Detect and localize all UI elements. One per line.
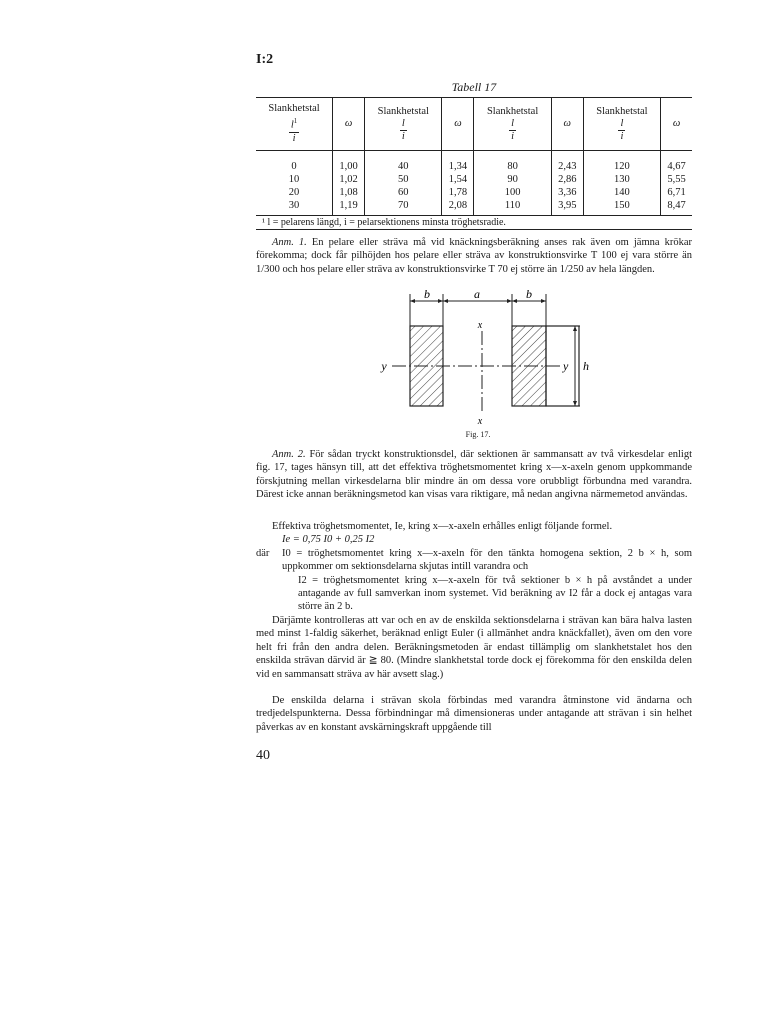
table-cell: 130	[583, 173, 660, 186]
label-y-left: y	[381, 359, 387, 373]
definition-i0	[256, 547, 692, 574]
table-cell: 110	[474, 199, 551, 216]
table-cell: 2,43	[551, 151, 583, 174]
table-row	[256, 186, 692, 199]
table-row	[256, 173, 692, 186]
table-cell: 4,67	[661, 151, 692, 174]
control-paragraph: Därjämte kontrolleras att var och en av de enskilda sektionsdelarna i strävan kan bära halva lasten med minst 1-faldig säkerhet, beräknad enligt Euler (i allmänhet andra knäckfallet), även om den vore helt fri från den andra delen. Beräkningsmetoden är endast tillämplig om slankhetstalet hos den enskilda strävan därvid är ≧ 80. (Mindre slankhetstal torde dock ej förekomma för den enskilda delen vid en sammansatt sträva av här avsett slag.)	[256, 615, 692, 680]
note-2-text: För sådan tryckt konstruktionsdel, där sektionen är sammansatt av två virkesdelar enligt fig. 17, tages hänsyn till, att det effektiva tröghetsmomentet kring x—x-axeln genom uppkommande förskjutning mellan virkesdelarna blir mindre än om dessa vore orubbligt förbundna med varandra. Därest icke annan beräkningsmetod kan visas vara riktigare, må nedan angivna närmemetod användas.	[256, 449, 692, 501]
label-x-bottom: x	[477, 416, 483, 427]
table-cell: 1,19	[333, 199, 365, 216]
note-1-lead: Anm. 1.	[272, 237, 307, 248]
note-1	[256, 236, 692, 276]
table-row	[256, 151, 692, 174]
table-cell: 40	[365, 151, 442, 174]
table-cell: 6,71	[661, 186, 692, 199]
figure-17-diagram	[370, 286, 600, 428]
table-cell: 30	[288, 200, 300, 211]
table-cell: 100	[474, 186, 551, 199]
note-2-lead: Anm. 2.	[272, 449, 306, 460]
effective-formula: Ie = 0,75 I0 + 0,25 I2	[282, 534, 375, 546]
header-omega-1: ω	[333, 98, 365, 151]
connection-paragraph: De enskilda delarna i strävan skola förbindas med varandra åtminstone vid ändarna och tredjedelspunkterna. Dessa förbindningar må dimensioneras under antagande att strävan i sin helhet påverkas av en konstant avskärningskraft uppgående till	[256, 695, 692, 733]
table-row	[256, 199, 692, 216]
table-cell: 1,54	[442, 173, 474, 186]
header-slenderness-4: Slankhetstal $\frac{l}{i}$	[583, 98, 660, 151]
page-number: 40	[256, 748, 270, 763]
definition-i0-text: I0 = tröghetsmomentet kring x—x-axeln för den tänkta homogena sektion, 2 b × h, som uppkommer om sektionsdelarna skjutas intill varandra och	[282, 547, 692, 573]
header-omega-4: ω	[661, 98, 692, 151]
table-header-row	[256, 98, 692, 151]
table-cell: 80	[474, 151, 551, 174]
effective-intro: Effektiva tröghetsmomentet, Ie, kring x—x-axeln erhålles enligt följande formel.	[272, 521, 613, 532]
table-cell: 1,34	[442, 151, 474, 174]
table-cell: 1,78	[442, 186, 474, 199]
definition-label: där	[256, 547, 270, 559]
table-cell: 3,36	[551, 186, 583, 199]
table-footnote: ¹ l = pelarens längd, i = pelarsektionens minsta tröghetsradie.	[256, 216, 692, 230]
table-cell: 50	[365, 173, 442, 186]
table-cell: 1,08	[333, 186, 365, 199]
header-slenderness-3: Slankhetstal $\frac{l}{i}$	[474, 98, 551, 151]
label-h: h	[583, 359, 589, 373]
table-cell: 3,95	[551, 199, 583, 216]
table-cell: 10	[288, 174, 300, 185]
table-cell: 5,55	[661, 173, 692, 186]
table-cell: 20	[288, 187, 300, 198]
label-b-left: b	[424, 287, 430, 301]
label-x-top: x	[477, 320, 483, 331]
header-slenderness-2: Slankhetstal $\frac{l}{i}$	[365, 98, 442, 151]
label-b-right: b	[526, 287, 532, 301]
table-cell: 2,86	[551, 173, 583, 186]
section-marker: I:2	[256, 52, 274, 67]
header-omega-2: ω	[442, 98, 474, 151]
figure-caption: Fig. 17.	[465, 430, 491, 439]
table-cell: 90	[474, 173, 551, 186]
effective-moment-section	[256, 520, 692, 614]
table-title: Tabell 17	[451, 80, 497, 94]
table-cell: 1,00	[333, 151, 365, 174]
table-cell: 140	[583, 186, 660, 199]
slenderness-table	[256, 97, 692, 230]
table-cell: 0	[291, 161, 297, 172]
table-cell: 60	[365, 186, 442, 199]
label-a: a	[474, 287, 480, 301]
label-y-right: y	[563, 359, 569, 373]
table-cell: 1,02	[333, 173, 365, 186]
table-cell: 120	[583, 151, 660, 174]
table-cell: 150	[583, 199, 660, 216]
header-omega-3: ω	[551, 98, 583, 151]
definition-i2-text: I2 = tröghetsmomentet kring x—x-axeln för två sektioner b × h på avståndet a under antagande av full samverkan inom systemet. Vid beräkning av I2 får a dock ej antagas vara större än 2 b.	[298, 574, 692, 613]
table-cell: 70	[365, 199, 442, 216]
header-slenderness-1: Slankhetstal $\frac{l^1}{i}$	[256, 98, 333, 151]
note-2	[256, 448, 692, 502]
table-cell: 2,08	[442, 199, 474, 216]
table-cell: 8,47	[661, 199, 692, 216]
note-1-text: En pelare eller sträva må vid knäckningsberäkning anses rak även om jämna krökar förekomma; dock får pilhöjden hos pelare eller sträva av konstruktionsvirke T 100 ej vara större än 1/300 och hos pelare eller sträva av konstruktionsvirke T 70 ej större än 1/250 av hela längden.	[256, 237, 692, 275]
